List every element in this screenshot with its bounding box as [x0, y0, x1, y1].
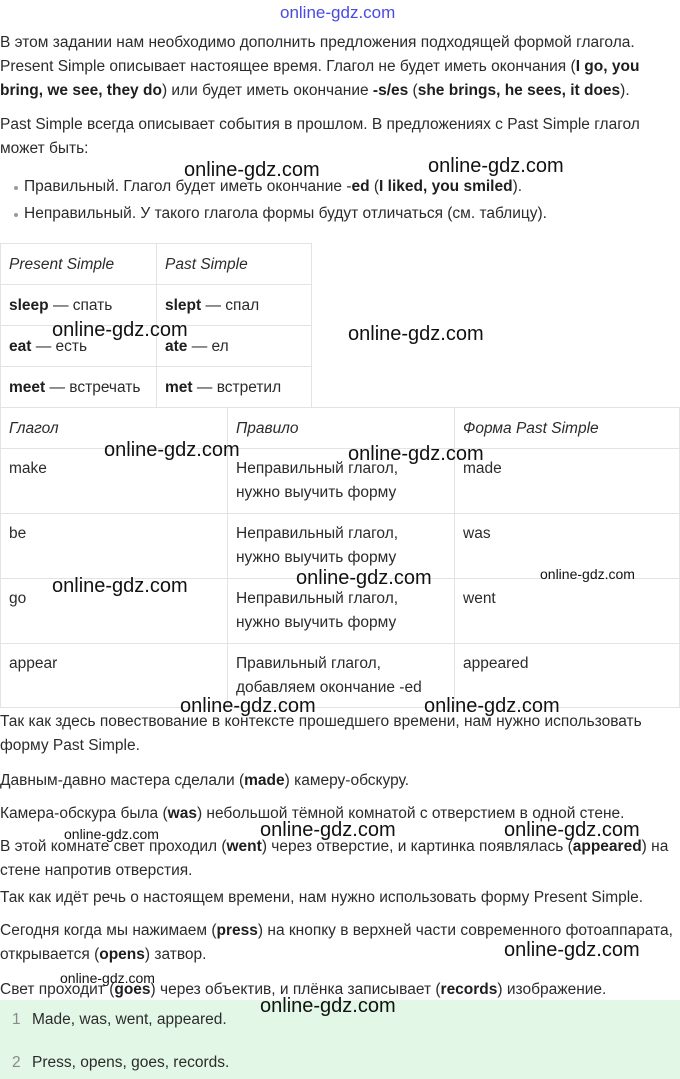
watermark: online-gdz.com — [348, 443, 484, 465]
answer-text: Press, opens, goes, records. — [32, 1054, 230, 1071]
table-header-row — [1, 408, 680, 449]
intro-paragraph-1: В этом задании нам необходимо дополнить предложения подходящей формой глагола. Present Simple описывает настоящее время. Глагол не будет иметь окончания (I go, you bring, we see, they do) или будет иметь окончание -s/es (she brings, he sees, it does). — [0, 34, 640, 99]
sentence-3: В этой комнате свет проходил (went) через отверстие, и картинка появлялась (appeared) на стене напротив отверстия. — [0, 838, 669, 879]
table-cell: Неправильный глагол, нужно выучить форму — [228, 579, 455, 644]
list-item-irregular: Неправильный. У такого глагола формы будут отличаться (см. таблицу). — [0, 202, 676, 226]
table-row — [1, 644, 680, 708]
sentence-5: Свет проходит (goes) через объектив, и плёнка записывает (records) изображение. — [0, 981, 607, 998]
intro-paragraph-2: Past Simple всегда описывает события в прошлом. В предложениях с Past Simple глагол может быть: — [0, 116, 640, 157]
table-cell: Неправильный глагол, нужно выучить форму — [228, 449, 455, 514]
watermark: online-gdz.com — [52, 575, 188, 597]
table-cell: sleep — спать — [1, 285, 157, 326]
table-cell: eat — есть — [1, 326, 157, 367]
table-cell: appear — [1, 644, 228, 708]
watermark: online-gdz.com — [504, 939, 640, 961]
table-row — [1, 367, 312, 408]
watermark: online-gdz.com — [428, 155, 564, 177]
table-cell: met — встретил — [157, 367, 312, 408]
watermark: online-gdz.com — [260, 995, 396, 1017]
watermark: online-gdz.com — [348, 323, 484, 345]
watermark-top: online-gdz.com — [280, 3, 396, 22]
explanation-past: Так как здесь повествование в контексте прошедшего времени, нам нужно использовать форму Past Simple. — [0, 713, 642, 754]
watermark: online-gdz.com — [296, 567, 432, 589]
watermark: online-gdz.com — [52, 319, 188, 341]
verb-rules-table — [0, 407, 680, 708]
table-cell: ate — ел — [157, 326, 312, 367]
table-cell: go — [1, 579, 228, 644]
verb-type-list — [0, 175, 676, 226]
sentence-2: Камера-обскура была (was) небольшой тёмной комнатой с отверстием в одной стене. — [0, 805, 625, 822]
table-header-rule: Правило — [228, 408, 455, 449]
watermark: online-gdz.com — [260, 819, 396, 841]
watermark: online-gdz.com — [60, 970, 155, 986]
watermark: online-gdz.com — [424, 695, 560, 717]
table-cell: appeared — [455, 644, 680, 708]
sentence-4: Сегодня когда мы нажимаем (press) на кнопку в верхней части современного фотоаппарата, открывается (opens) затвор. — [0, 922, 673, 963]
table-cell: Неправильный глагол, нужно выучить форму — [228, 514, 455, 579]
answer-text: Made, was, went, appeared. — [32, 1011, 227, 1028]
table-cell: Правильный глагол, добавляем окончание -ed — [228, 644, 455, 708]
table-cell: make — [1, 449, 228, 514]
watermark: online-gdz.com — [104, 439, 240, 461]
table-header-form: Форма Past Simple — [455, 408, 680, 449]
sentence-1: Давным-давно мастера сделали (made) камеру-обскуру. — [0, 772, 410, 789]
table-header-row — [1, 244, 312, 285]
watermark: online-gdz.com — [504, 819, 640, 841]
table-header-past: Past Simple — [157, 244, 312, 285]
table-cell: slept — спал — [157, 285, 312, 326]
watermark: online-gdz.com — [180, 695, 316, 717]
list-item-regular: Правильный. Глагол будет иметь окончание -ed (I liked, you smiled). — [0, 175, 676, 199]
watermark: online-gdz.com — [184, 159, 320, 181]
watermark: online-gdz.com — [540, 566, 635, 582]
answer-number: 2 — [12, 1054, 21, 1071]
explanation-present: Так как идёт речь о настоящем времени, нам нужно использовать форму Present Simple. — [0, 889, 644, 906]
answer-number: 1 — [12, 1011, 21, 1028]
table-header-present: Present Simple — [1, 244, 157, 285]
table-cell: made — [455, 449, 680, 514]
table-cell: be — [1, 514, 228, 579]
table-cell: meet — встречать — [1, 367, 157, 408]
table-header-verb: Глагол — [1, 408, 228, 449]
watermark: online-gdz.com — [64, 826, 159, 842]
table-row — [1, 449, 680, 514]
table-cell: went — [455, 579, 680, 644]
table-cell: was — [455, 514, 680, 579]
